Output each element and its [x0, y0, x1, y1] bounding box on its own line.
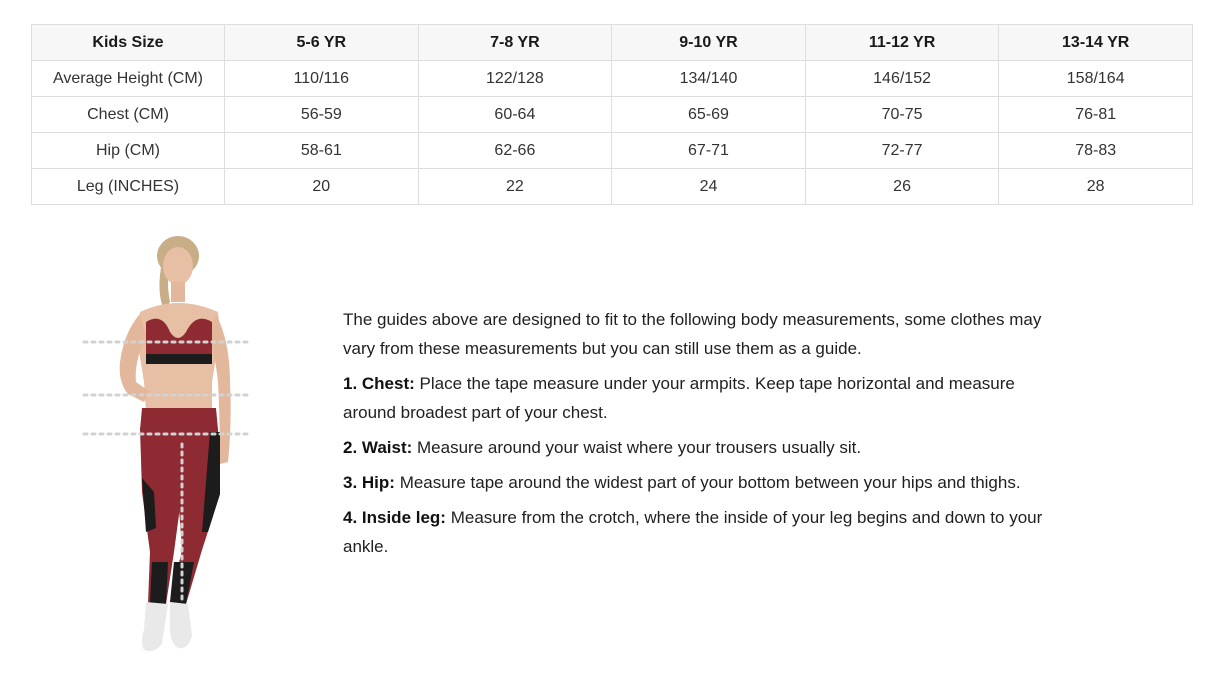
table-row [32, 61, 1193, 97]
guide-intro: The guides above are designed to fit to the following body measurements, some clothes may vary from these measurements but you can still use them as a guide. [343, 310, 1042, 358]
header-cell-9-10: 9-10 YR [612, 25, 806, 61]
table-cell: 26 [805, 169, 999, 205]
model-illustration [70, 232, 260, 662]
table-cell: 58-61 [225, 133, 419, 169]
table-cell: 70-75 [805, 97, 999, 133]
header-cell-11-12: 11-12 YR [805, 25, 999, 61]
right-shoe-shape [170, 602, 192, 648]
table-cell: 146/152 [805, 61, 999, 97]
size-chart-table [31, 24, 1193, 205]
table-cell: 158/164 [999, 61, 1193, 97]
table-cell: 62-66 [418, 133, 612, 169]
table-cell: 76-81 [999, 97, 1193, 133]
table-row [32, 97, 1193, 133]
table-cell: 67-71 [612, 133, 806, 169]
table-cell: 20 [225, 169, 419, 205]
sports-bra-band [146, 354, 212, 364]
size-chart-header-row [32, 25, 1193, 61]
leggings-lower-panel [150, 562, 168, 604]
leggings-waistband [140, 408, 218, 430]
row-label: Leg (INCHES) [32, 169, 225, 205]
model-measurement-figure [70, 232, 260, 662]
table-cell: 72-77 [805, 133, 999, 169]
guide-item-label: 2. Waist: [343, 438, 413, 457]
table-cell: 28 [999, 169, 1193, 205]
header-cell-7-8: 7-8 YR [418, 25, 612, 61]
table-cell: 56-59 [225, 97, 419, 133]
table-cell: 65-69 [612, 97, 806, 133]
header-cell-kids-size: Kids Size [32, 25, 225, 61]
guide-item-label: 1. Chest: [343, 374, 415, 393]
row-label: Chest (CM) [32, 97, 225, 133]
guide-item-label: 3. Hip: [343, 473, 395, 492]
header-cell-5-6: 5-6 YR [225, 25, 419, 61]
guide-item-text: Measure tape around the widest part of your bottom between your hips and thighs. [399, 473, 1021, 492]
guide-item-hip [343, 468, 1063, 497]
table-cell: 78-83 [999, 133, 1193, 169]
guide-item-chest [343, 369, 1063, 427]
table-row [32, 133, 1193, 169]
table-cell: 134/140 [612, 61, 806, 97]
row-label: Average Height (CM) [32, 61, 225, 97]
guide-item-text: Place the tape measure under your armpits. Keep tape horizontal and measure around broadest part of your chest. [343, 374, 1015, 422]
table-cell: 60-64 [418, 97, 612, 133]
left-shoe-shape [142, 602, 168, 651]
neck-shape [171, 282, 185, 302]
face-shape [163, 247, 193, 285]
table-cell: 24 [612, 169, 806, 205]
guide-item-text: Measure around your waist where your trousers usually sit. [417, 438, 862, 457]
table-cell: 122/128 [418, 61, 612, 97]
guide-item-text: Measure from the crotch, where the inside of your leg begins and down to your ankle. [343, 508, 1043, 556]
guide-item-label: 4. Inside leg: [343, 508, 446, 527]
table-cell: 110/116 [225, 61, 419, 97]
table-cell: 22 [418, 169, 612, 205]
table-row [32, 169, 1193, 205]
row-label: Hip (CM) [32, 133, 225, 169]
guide-item-waist [343, 433, 1063, 462]
measurement-guide [343, 305, 1063, 567]
header-cell-13-14: 13-14 YR [999, 25, 1193, 61]
guide-item-inside-leg [343, 503, 1063, 561]
